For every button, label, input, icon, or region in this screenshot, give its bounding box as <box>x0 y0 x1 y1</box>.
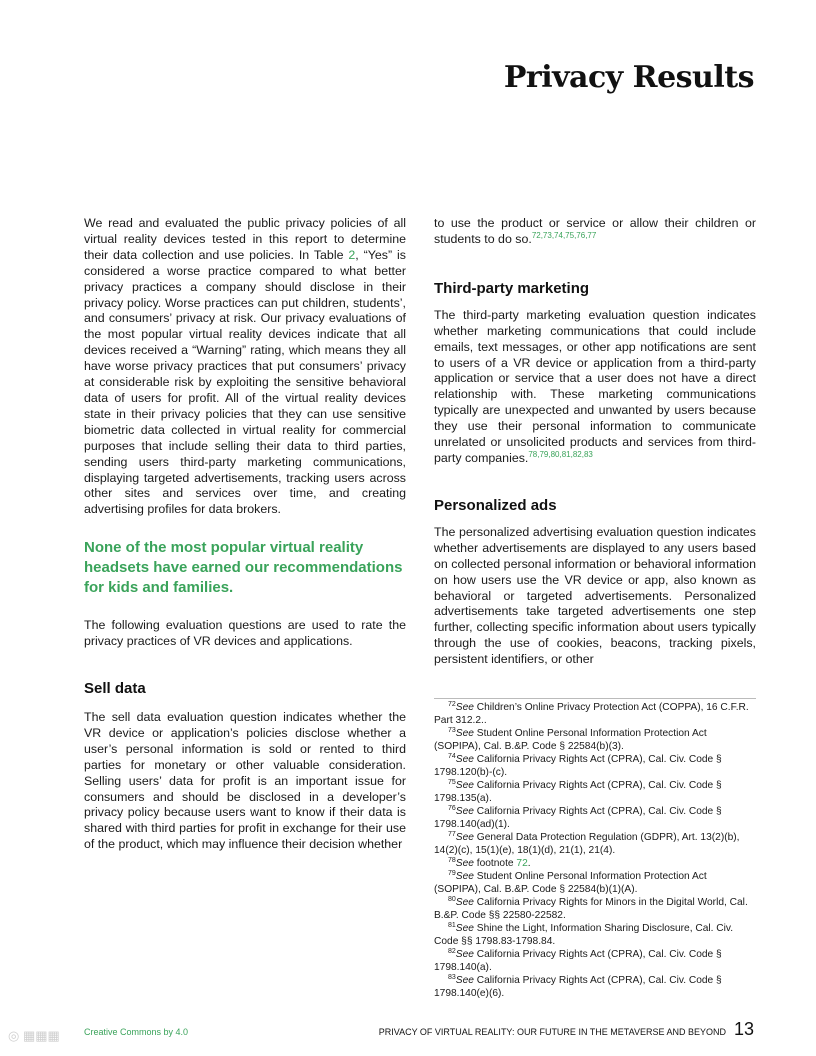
intro-paragraph: We read and evaluated the public privacy policies of all virtual reality devices tested in this report to determine their data collection and use policies. In Table 2, “Yes” is considered a worse practice compared to what better privacy practices a company should disclose in their privacy policy. Worse practices can put children, students’, and consumers’ privacy at risk. Our privacy evaluations of the most popular virtual reality devices indicate that all devices received a “Warning” rating, which means they all have worse privacy practices that put consumers’ privacy at considerable risk by exploiting the sensitive behavioral data of users for profit. All of the virtual reality devices state in their privacy policies that they can use sensitive biometric data collected in virtual reality for commercial purposes that include selling their data to third parties, sending users third-party marketing communications, displaying targeted advertisements, tracking users across other sites and services over time, and creating advertising profiles for data brokers. <box>84 216 406 517</box>
third-party-marketing-heading: Third-party marketing <box>434 279 590 297</box>
footnote-see: See <box>455 728 474 739</box>
footnote-see: See <box>455 780 474 791</box>
footnote-number: 76 <box>448 804 456 812</box>
footnote-text: California Privacy Rights Act (CPRA), Cal. Civ. Code § 1798.140(e)(6). <box>434 975 722 999</box>
running-title: PRIVACY OF VIRTUAL REALITY: OUR FUTURE IN THE METAVERSE AND BEYOND <box>378 1027 726 1037</box>
footnote-76 <box>434 805 756 831</box>
sell-data-heading: Sell data <box>84 680 146 698</box>
footnote-81 <box>434 922 756 948</box>
footnote-number: 80 <box>448 895 456 903</box>
footnote-number: 83 <box>448 973 456 981</box>
footnote-text: California Privacy Rights Act (CPRA), Cal. Civ. Code § 1798.140(a). <box>434 949 722 973</box>
footnote-75 <box>434 779 756 805</box>
footnote-number: 79 <box>448 869 456 877</box>
license-link[interactable]: Creative Commons by 4.0 <box>84 1027 189 1037</box>
footnote-see: See <box>455 975 474 986</box>
footnote-74 <box>434 753 756 779</box>
footnote-text: California Privacy Rights for Minors in the Digital World, Cal. B.&P. Code §§ 22580-22582. <box>434 897 748 921</box>
questions-intro: The following evaluation questions are used to rate the privacy practices of VR devices and applications. <box>84 618 406 649</box>
footnote-text: Shine the Light, Information Sharing Disclosure, Cal. Civ. Code §§ 1798.83-1798.84. <box>434 923 734 947</box>
footnote-text: California Privacy Rights Act (CPRA), Cal. Civ. Code § 1798.140(ad)(1). <box>434 806 722 830</box>
footnote-text: California Privacy Rights Act (CPRA), Cal. Civ. Code § 1798.135(a). <box>434 780 722 804</box>
continuation-paragraph: to use the product or service or allow their children or students to do so.$^{72,73,74,75,76,77}$ <box>434 216 756 246</box>
footnote-see: See <box>455 832 474 843</box>
footnote-text: Children’s Online Privacy Protection Act (COPPA), 16 C.F.R. Part 312.2.. <box>434 702 749 726</box>
page-number: 13 <box>733 1019 754 1039</box>
footnote-see: See <box>455 858 474 869</box>
third-party-refs[interactable]: 78,79,80,81,82,83 <box>528 449 593 459</box>
third-party-paragraph: The third-party marketing evaluation question indicates whether marketing communications that could include emails, text messages, or other app notifications are sent to users of a VR device or application from a third-party application or service that a user does not have a direct relationship with. These marketing communications typically are unexpected and unwanted by users because they use their personal information to communicate unrelated or unsolicited products and services from third-party companies.$^{78,79,80,81,82,83}$ <box>434 307 756 465</box>
footnote-text: Student Online Personal Information Protection Act (SOPIPA), Cal. B.&P. Code § 22584(b)(1)(A). <box>434 871 707 895</box>
footnote-number: 78 <box>448 856 456 864</box>
footnote-79 <box>434 870 756 896</box>
footnote-number: 73 <box>448 726 456 734</box>
footnote-text: General Data Protection Regulation (GDPR), Art. 13(2)(b), 14(2)(c), 15(1)(e), 18(1)(d), 21(1), 21(4). <box>434 832 740 856</box>
continuation-refs[interactable]: 72,73,74,75,76,77 <box>531 230 597 240</box>
footnote-number: 74 <box>448 752 456 760</box>
footnote-number: 82 <box>448 947 456 955</box>
footnote-link[interactable]: 72 <box>516 858 528 869</box>
footnote-text: footnote <box>473 858 517 869</box>
footnote-text: Student Online Personal Information Protection Act (SOPIPA), Cal. B.&P. Code § 22584(b)(3). <box>434 728 707 752</box>
footnote-73 <box>434 727 756 753</box>
footnotes <box>434 698 756 1000</box>
right-column <box>434 216 756 668</box>
footnote-72 <box>434 701 756 727</box>
page-title: Privacy Results <box>503 60 754 95</box>
personalized-ads-heading: Personalized ads <box>434 496 557 514</box>
footnote-see: See <box>455 806 474 817</box>
footnote-see: See <box>455 897 474 908</box>
sell-data-paragraph: The sell data evaluation question indicates whether the VR device or application’s policies disclose whether a user’s personal information is sold or rented to third parties for monetary or other valuable consideration. Selling users’ data for profit is an important issue for consumers and should be disclosed in a developer’s privacy policy because users want to know if their data is shared with third parties for profit in exchange for their use of the product, which may influence their decision whether <box>84 710 406 852</box>
footnote-80 <box>434 896 756 922</box>
footnote-after: . <box>527 858 531 869</box>
left-column <box>84 216 406 853</box>
personalized-ads-paragraph: The personalized advertising evaluation question indicates whether advertisements are displayed to any users based on collected personal information or behavioral information on how users use the VR device or app, also known as behavioral or targeted advertisements. Personalized advertisements take targeted advertisements one step further, collecting specific information about users typically through the use of cookies, beacons, tracking pixels, persistent identifiers, or other <box>434 524 756 667</box>
footnote-77 <box>434 831 756 857</box>
footnote-number: 81 <box>448 921 456 929</box>
pull-quote: None of the most popular virtual reality headsets have earned our recommendations for kids and families. <box>84 539 403 597</box>
table-link[interactable]: 2 <box>348 247 356 262</box>
footnote-82 <box>434 948 756 974</box>
footnote-number: 77 <box>448 830 456 838</box>
footnote-number: 75 <box>448 778 456 786</box>
footnote-see: See <box>455 754 474 765</box>
footnote-see: See <box>455 702 474 713</box>
footnote-see: See <box>455 949 474 960</box>
footnote-see: See <box>455 923 474 934</box>
footnote-83 <box>434 974 756 1000</box>
watermark-logo: ◎ ▦▦▦ <box>8 1028 60 1043</box>
footnote-number: 72 <box>448 700 456 708</box>
running-footer <box>379 1019 754 1040</box>
footnote-text: California Privacy Rights Act (CPRA), Cal. Civ. Code § 1798.120(b)-(c). <box>434 754 722 778</box>
footnote-78 <box>434 857 756 870</box>
footnote-see: See <box>455 871 474 882</box>
